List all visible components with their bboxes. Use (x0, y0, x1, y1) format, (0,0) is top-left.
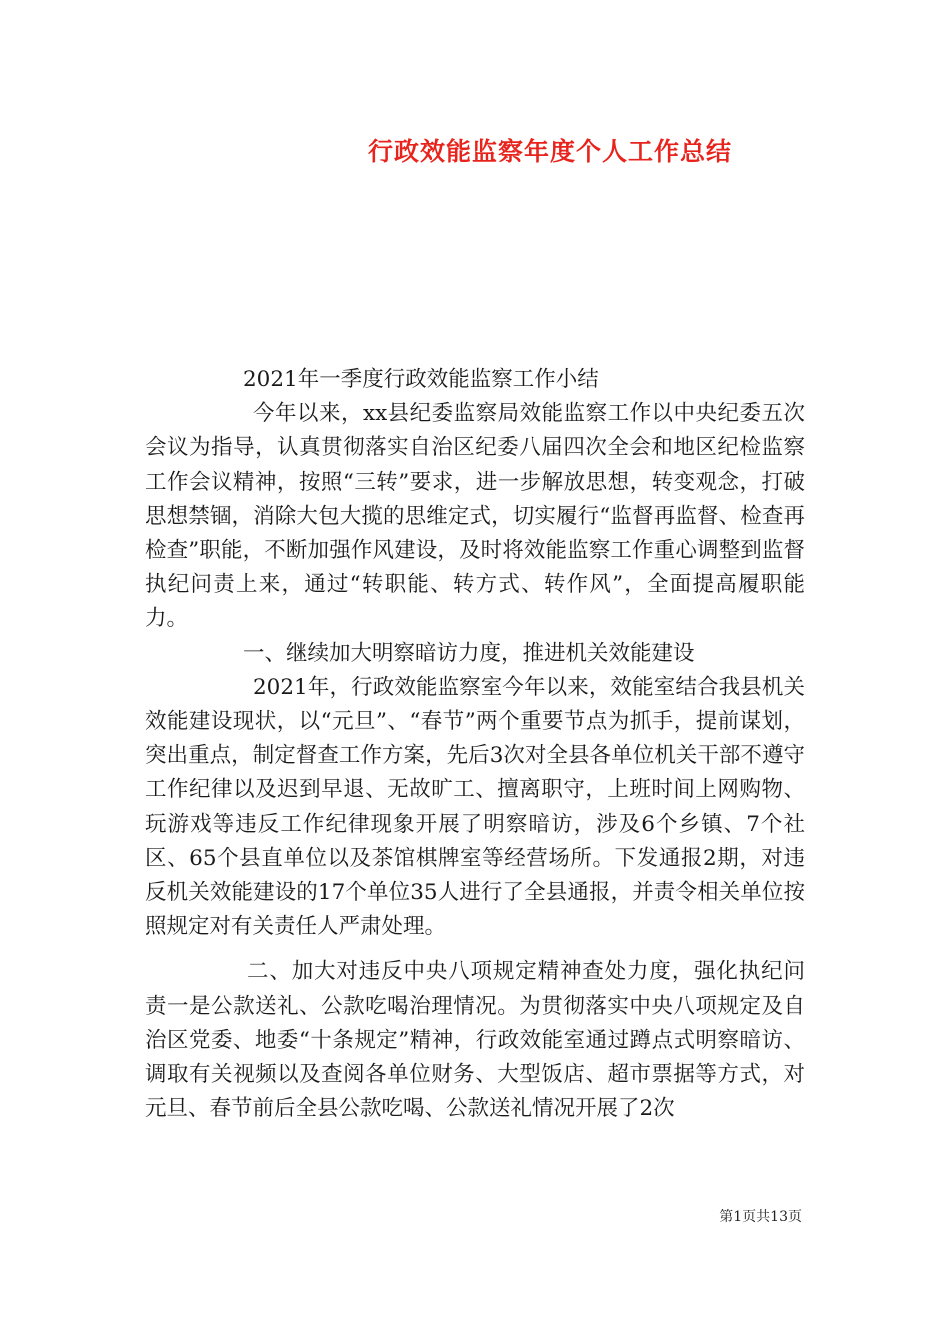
document-body (145, 363, 805, 1126)
paragraph-section-1: 2021年，行政效能监察室今年以来，效能室结合我县机关效能建设现状，以“元旦”、“春节”两个重要节点为抓手，提前谋划，突出重点，制定督查工作方案，先后3次对全县各单位机关干部不遵守工作纪律以及迟到早退、无故旷工、擅离职守，上班时间上网购物、玩游戏等违反工作纪律现象开展了明察暗访，涉及6个乡镇、7个社区、65个县直单位以及茶馆棋牌室等经营场所。下发通报2期，对违反机关效能建设的17个单位35人进行了全县通报，并责令相关单位按照规定对有关责任人严肃处理。 (145, 674, 806, 940)
paragraph-gap (145, 944, 805, 955)
document-subtitle: 2021年一季度行政效能监察工作小结 (243, 367, 599, 392)
paragraph-section-2: 二、加大对违反中央八项规定精神查处力度，强化执纪问责一是公款送礼、公款吃喝治理情况。为贯彻落实中央八项规定及自治区党委、地委“十条规定”精神，行政效能室通过蹲点式明察暗访、调取有关视频以及查阅各单位财务、大型饭店、超市票据等方式，对元旦、春节前后全县公款吃喝、公款送礼情况开展了2次 (145, 959, 805, 1122)
page-number: 第1页共13页 (719, 1209, 802, 1225)
document-title: 行政效能监察年度个人工作总结 (367, 137, 732, 166)
section-heading-1: 一、继续加大明察暗访力度，推进机关效能建设 (243, 640, 695, 666)
paragraph-intro: 今年以来，xx县纪委监察局效能监察工作以中央纪委五次会议为指导，认真贯彻落实自治区纪委八届四次全会和地区纪检监察工作会议精神，按照“三转”要求，进一步解放思想，转变观念，打破思想禁锢，消除大包大揽的思维定式，切实履行“监督再监督、检查再检查”职能，不断加强作风建设，及时将效能监察工作重心调整到监督执纪问责上来，通过“转职能、转方式、转作风”，全面提高履职能力。 (145, 401, 805, 632)
